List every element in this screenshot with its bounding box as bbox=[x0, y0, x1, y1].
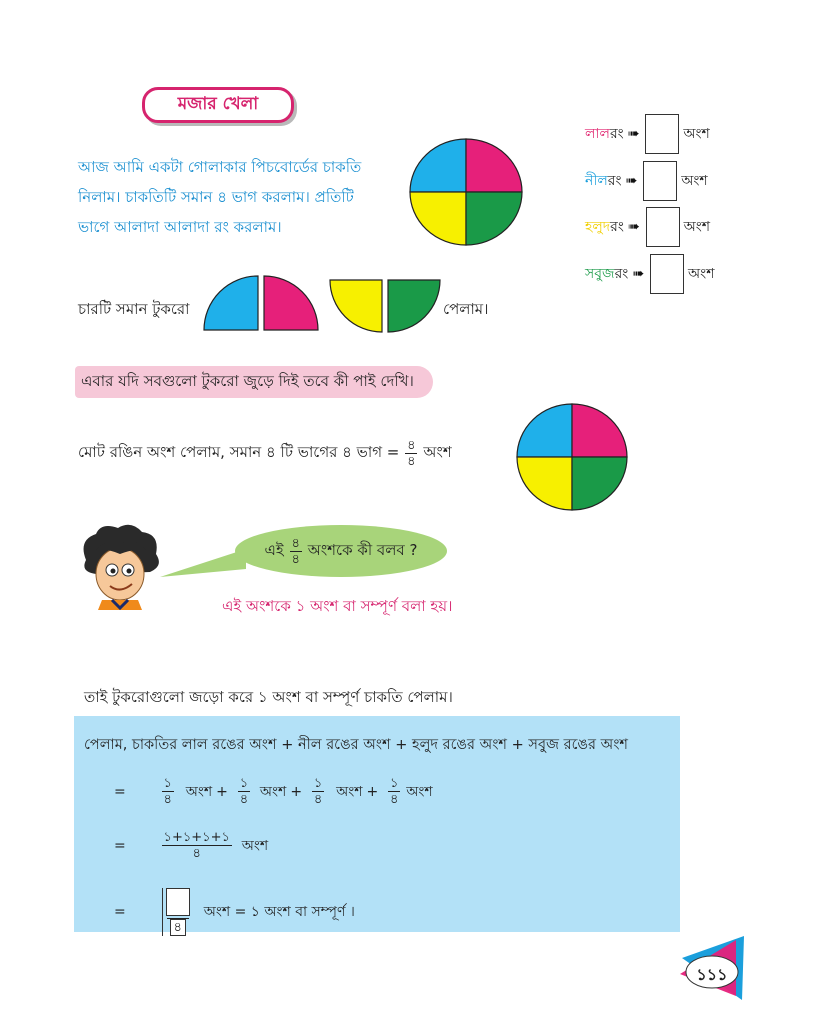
plus-sign: + bbox=[366, 783, 379, 800]
pieces-label: চারটি সমান টুকরো bbox=[78, 300, 190, 318]
numerator: ১ bbox=[313, 776, 323, 791]
total-line bbox=[78, 438, 452, 469]
plus-sign: + bbox=[290, 783, 303, 800]
fraction bbox=[388, 776, 400, 807]
boy-face-illustration bbox=[76, 520, 166, 610]
answer-box[interactable] bbox=[650, 254, 684, 294]
answer-text: এই অংশকে ১ অংশ বা সম্পূর্ণ বলা হয়। bbox=[222, 597, 453, 615]
denominator: ৪ bbox=[239, 792, 249, 807]
legend-color-name: সবুজ bbox=[585, 266, 615, 282]
denominator: ৪ bbox=[407, 454, 416, 469]
equals-sign: = bbox=[114, 783, 126, 800]
fraction bbox=[290, 536, 302, 567]
legend-suffix: রং bbox=[614, 266, 629, 282]
instruction-banner: এবার যদি সবগুলো টুকরো জুড়ে দিই তবে কী পাই দেখি। bbox=[75, 366, 433, 398]
equals-sign: = bbox=[114, 904, 126, 920]
numerator: ৪ bbox=[291, 535, 300, 551]
unit-label: অংশ bbox=[185, 783, 213, 800]
quarter-pieces-top bbox=[200, 272, 322, 334]
unit-label: অংশ bbox=[259, 783, 287, 800]
arrow-right-icon: ➠ bbox=[625, 173, 638, 189]
arrow-right-icon: ➠ bbox=[627, 219, 640, 235]
legend-color-name: লাল bbox=[585, 126, 610, 142]
bubble-suffix: অংশকে কী বলব ? bbox=[307, 540, 418, 559]
denominator: ৪ bbox=[291, 551, 300, 567]
conclusion-text: তাই টুকরোগুলো জড়ো করে ১ অংশ বা সম্পূর্ণ চাকতি পেলাম। bbox=[84, 688, 453, 706]
fraction bbox=[312, 776, 324, 807]
answer-box[interactable] bbox=[645, 114, 679, 154]
numerator: ১+১+১+১ bbox=[163, 830, 230, 845]
denominator: ৪ bbox=[313, 792, 323, 807]
numerator: ১ bbox=[239, 776, 249, 791]
final-result: অংশ = ১ অংশ বা সম্পূর্ণ । bbox=[203, 904, 355, 920]
page-number: ১১১ bbox=[696, 965, 728, 984]
legend-unit: অংশ bbox=[683, 219, 711, 235]
plus-sign: + bbox=[216, 783, 228, 800]
legend-blue bbox=[585, 161, 708, 201]
bubble-prefix: এই bbox=[264, 540, 284, 559]
speech-bubble bbox=[235, 525, 447, 577]
legend-color-name: নীল bbox=[585, 173, 608, 189]
legend-red bbox=[585, 114, 710, 154]
joined-disc bbox=[514, 402, 630, 514]
pieces-got: পেলাম। bbox=[443, 300, 489, 318]
page-title: মজার খেলা bbox=[142, 87, 294, 123]
equation-line-4 bbox=[114, 888, 355, 936]
equals-sign: = bbox=[114, 837, 126, 854]
legend-unit: অংশ bbox=[681, 173, 708, 189]
answer-box[interactable] bbox=[646, 207, 680, 247]
answer-box[interactable] bbox=[643, 161, 677, 201]
numerator: ১ bbox=[163, 776, 172, 791]
legend-suffix: রং bbox=[607, 173, 622, 189]
colored-disc bbox=[408, 138, 524, 248]
unit-label: অংশ bbox=[336, 783, 363, 800]
blank-numerator-box[interactable] bbox=[166, 888, 190, 916]
legend-green bbox=[585, 254, 714, 294]
legend-unit: অংশ bbox=[688, 266, 715, 282]
unit-label: অংশ bbox=[241, 837, 269, 854]
legend-suffix: রং bbox=[609, 126, 624, 142]
total-unit: অংশ bbox=[423, 443, 452, 461]
intro-line: নিলাম। চাকতিটি সমান ৪ ভাগ করলাম। প্রতিটি bbox=[78, 188, 354, 206]
equation-panel bbox=[74, 716, 680, 935]
unit-label: অংশ bbox=[406, 783, 433, 800]
equation-line-1: পেলাম, চাকতির লাল রঙের অংশ + নীল রঙের অংশ + হলুদ রঙের অংশ + সবুজ রঙের অংশ bbox=[84, 737, 629, 753]
legend-suffix: রং bbox=[610, 219, 624, 235]
fraction bbox=[405, 438, 417, 469]
denominator: ৪ bbox=[163, 792, 172, 807]
equation-line-2 bbox=[114, 776, 433, 807]
denominator: ৪ bbox=[170, 919, 186, 936]
denominator: ৪ bbox=[390, 792, 399, 807]
fraction-with-blank bbox=[162, 888, 190, 936]
legend-color-name: হলুদ bbox=[585, 219, 611, 235]
denominator: ৪ bbox=[192, 846, 201, 861]
quarter-pieces-bottom bbox=[326, 276, 446, 336]
intro-line: আজ আমি একটা গোলাকার পিচবোর্ডের চাকতি bbox=[78, 158, 362, 176]
numerator: ৪ bbox=[407, 438, 416, 453]
equation-line-3 bbox=[114, 830, 268, 861]
arrow-right-icon: ➠ bbox=[627, 126, 640, 142]
total-text: মোট রঙিন অংশ পেলাম, সমান ৪ টি ভাগের ৪ ভাগ = bbox=[78, 443, 400, 461]
legend-unit: অংশ bbox=[683, 126, 710, 142]
arrow-right-icon: ➠ bbox=[632, 266, 645, 282]
numerator: ১ bbox=[390, 776, 399, 791]
fraction bbox=[238, 776, 250, 807]
fraction bbox=[162, 830, 232, 861]
intro-line: ভাগে আলাদা আলাদা রং করলাম। bbox=[78, 218, 282, 236]
fraction bbox=[162, 776, 174, 807]
intro-paragraph bbox=[78, 152, 398, 242]
legend-yellow bbox=[585, 207, 710, 247]
